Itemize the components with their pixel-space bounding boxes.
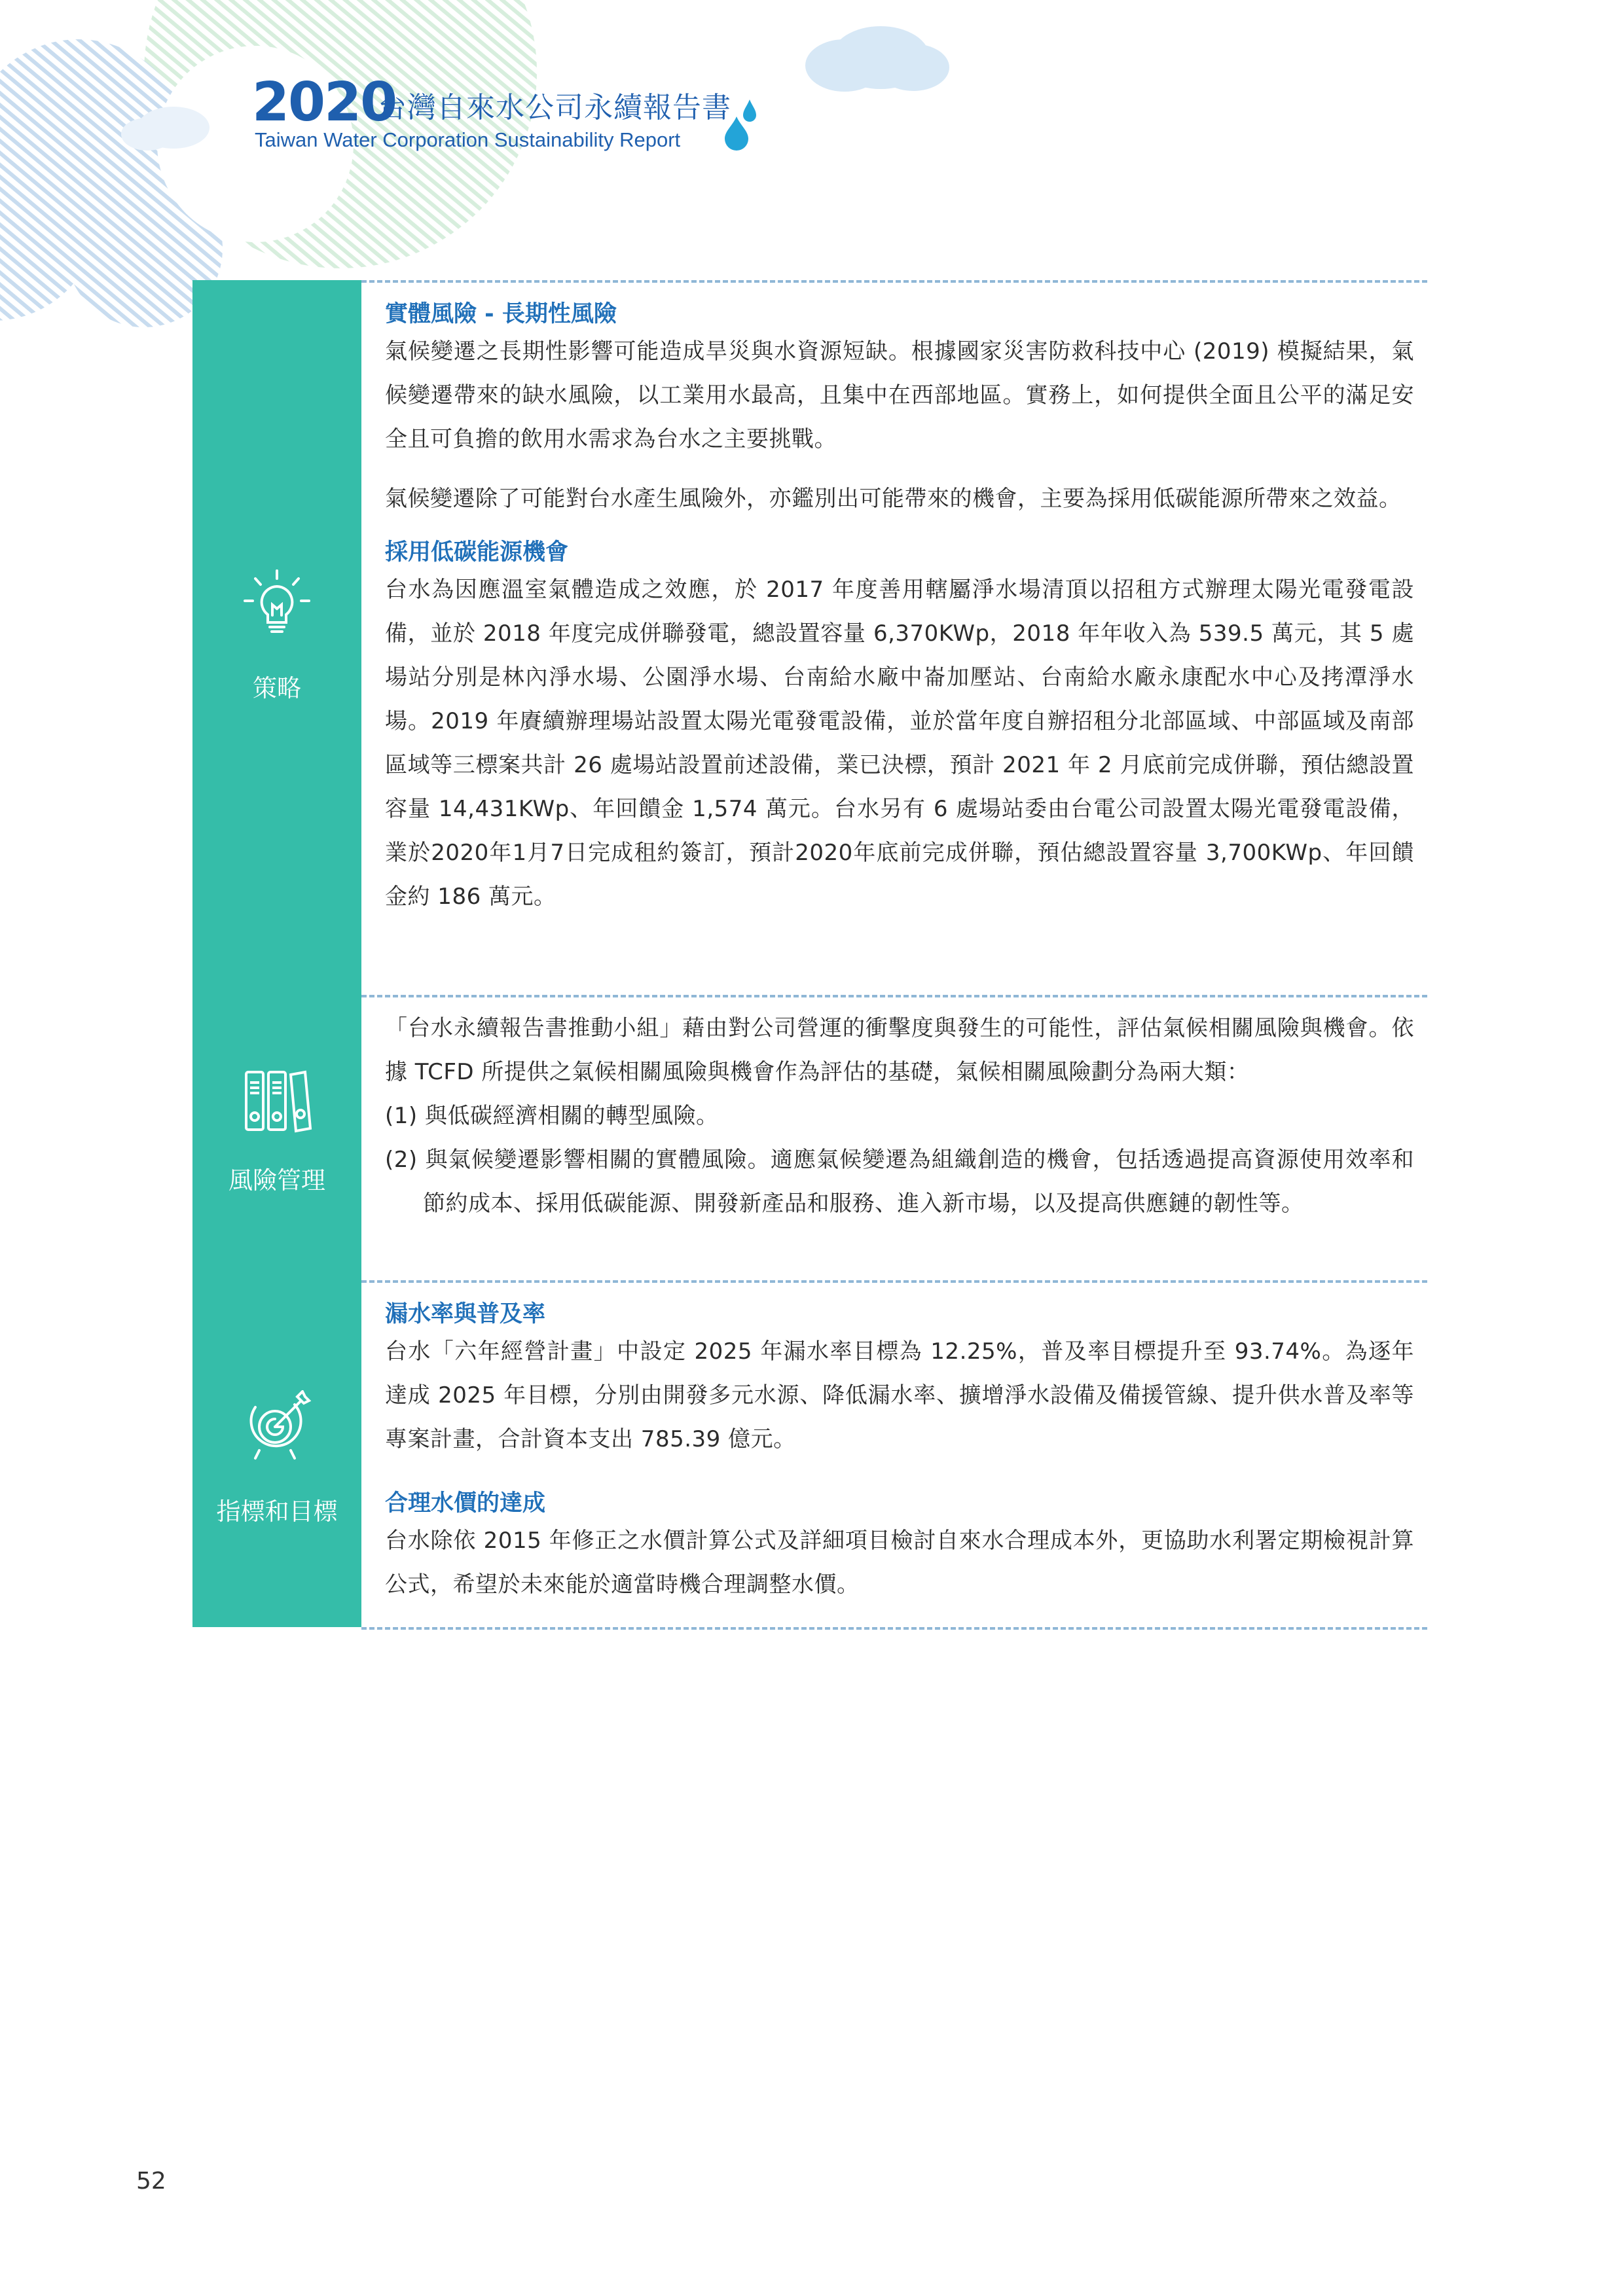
list-item: (1) 與低碳經濟相關的轉型風險。 xyxy=(385,1103,719,1129)
section-metrics-targets xyxy=(192,1280,1427,1627)
paragraph: 氣候變遷之長期性影響可能造成旱災與水資源短缺。根據國家災害防救科技中心 (2019) 模擬結果，氣候變遷帶來的缺水風險，以工業用水最高，且集中在西部地區。實務上，如何提供全面且公平的滿足安全且可負擔的飲用水需求為台水之主要挑戰。 xyxy=(385,338,1414,452)
report-title-zh: 台灣自來水公司永續報告書 xyxy=(378,91,731,124)
lightbulb-icon xyxy=(241,568,313,640)
section-strategy xyxy=(192,280,1427,995)
side-panel xyxy=(192,995,361,1280)
report-title-en: Taiwan Water Corporation Sustainability Report xyxy=(255,128,681,151)
divider xyxy=(361,1627,1427,1630)
subheading: 採用低碳能源機會 xyxy=(385,539,569,565)
paragraph: 氣候變遷除了可能對台水產生風險外，亦鑑別出可能帶來的機會，主要為採用低碳能源所帶來之效益。 xyxy=(385,486,1402,512)
section-content xyxy=(385,1299,1414,1607)
report-year: 2020 xyxy=(252,71,397,134)
divider xyxy=(361,1280,1427,1283)
paragraph: 「台水永續報告書推動小組」藉由對公司營運的衝擊度與發生的可能性，評估氣候相關風險與機會。依據 TCFD 所提供之氣候相關風險與機會作為評估的基礎，氣候相關風險劃分為兩大類： xyxy=(385,1015,1414,1085)
page-number: 52 xyxy=(136,2168,166,2195)
subheading: 實體風險 - 長期性風險 xyxy=(385,301,617,327)
divider xyxy=(361,995,1427,997)
section-risk-management xyxy=(192,995,1427,1280)
paragraph: 台水「六年經營計畫」中設定 2025 年漏水率目標為 12.25%，普及率目標提升至 93.74%。為逐年達成 2025 年目標，分別由開發多元水源、降低漏水率、擴增淨水設備及備援管線、提升供水普及率等專案計畫，合計資本支出 785.39 億元。 xyxy=(385,1338,1414,1452)
cloud-icon xyxy=(805,26,949,92)
list-item: (2) 與氣候變遷影響相關的實體風險。適應氣候變遷為組織創造的機會，包括透過提高資源使用效率和節約成本、採用低碳能源、開發新產品和服務、進入新市場，以及提高供應鏈的韌性等。 xyxy=(385,1147,1414,1217)
paragraph: 台水除依 2015 年修正之水價計算公式及詳細項目檢討自來水合理成本外，更協助水利署定期檢視計算公式，希望於未來能於適當時機合理調整水價。 xyxy=(385,1528,1414,1598)
binders-icon xyxy=(241,1066,313,1138)
section-label: 風險管理 xyxy=(228,1166,325,1194)
side-panel xyxy=(192,280,361,995)
section-label: 策略 xyxy=(253,674,301,702)
paragraph: 台水為因應溫室氣體造成之效應，於 2017 年度善用轄屬淨水場清頂以招租方式辦理太陽光電發電設備，並於 2018 年度完成併聯發電，總設置容量 6,370KWp，2018 年年收入為 539.5 萬元，其 5 處場站分別是林內淨水場、公園淨水場、台南給水廠中崙加壓站、台南給水廠永康配水中心及拷潭淨水場。2019 年賡續辦理場站設置太陽光電發電設備，並於當年度自辦招租分北部區域、中部區域及南部區域等三標案共計 26 處場站設置前述設備，業已決標，預計 2021 年 2 月底前完成併聯，預估總設置容量 14,431KWp、年回饋金 1,574 萬元。台水另有 6 處場站委由台電公司設置太陽光電發電設備，業於2020年1月7日完成租約簽訂，預計2020年底前完成併聯，預估總設置容量 3,700KWp、年回饋金約 186 萬元。 xyxy=(385,577,1414,910)
side-panel xyxy=(192,1280,361,1627)
water-drop-icon xyxy=(723,98,763,151)
subheading: 漏水率與普及率 xyxy=(385,1301,546,1327)
section-label: 指標和目標 xyxy=(216,1498,338,1526)
target-icon xyxy=(241,1390,313,1462)
section-content xyxy=(385,298,1414,919)
section-content xyxy=(385,1007,1414,1226)
subheading: 合理水價的達成 xyxy=(385,1490,546,1516)
divider xyxy=(361,280,1427,283)
